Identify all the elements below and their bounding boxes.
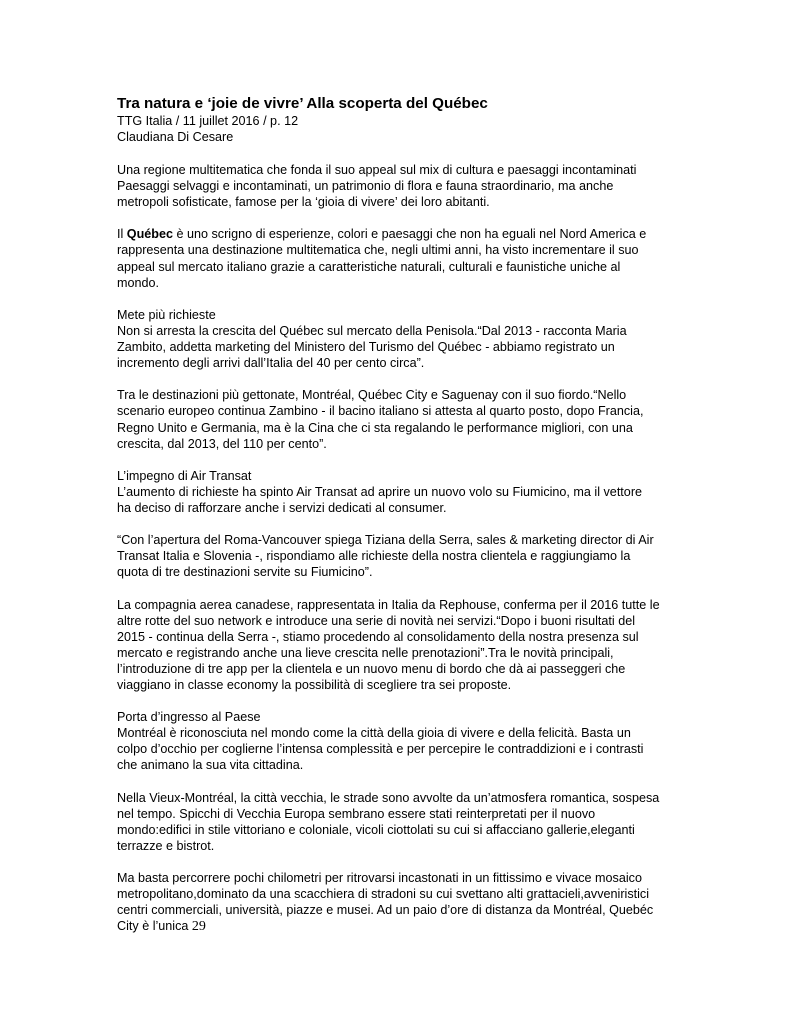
text-line: mondo:edifici in stile vittoriano e coloniale, vicoli ciottolati su cui si affacciano gallerie,eleganti [117,822,635,837]
text-line: Ma basta percorrere pochi chilometri per ritrovarsi incastonati in un fittissimo e vivace mosaico [117,871,642,886]
text-line: l’introduzione di tre app per la clientela e un nuovo menu di bordo che dà ai passeggeri che [117,661,626,676]
text-line: centri commerciali, università, piazze e musei. Ad un paio d’ore di distanza da Montréal, Quebéc [117,903,654,918]
text-line: Transat Italia e Slovenia -, rispondiamo alle richieste della nostra clientela e raggiungiamo la [117,549,631,564]
text-line: Montréal è riconosciuta nel mondo come la città della gioia di vivere e della felicità. Basta un [117,726,631,741]
text-line: scenario europeo continua Zambino - il bacino italiano si attesta al quarto posto, dopo Francia, [117,404,644,419]
paragraph-destinazioni [117,387,677,451]
paragraph-mete [117,307,677,371]
text-line: 2015 - continua della Serra -, stiamo procedendo al consolidamento della nostra presenza sul [117,629,639,644]
paragraph-mosaico [117,870,677,935]
text-line: colpo d’occhio per coglierne l’intensa complessità e per percepire le contraddizioni e i contrasti [117,742,644,757]
text-line: che animano la sua vita cittadina. [117,758,304,773]
text-line: ha deciso di rafforzare anche i servizi dedicati al consumer. [117,500,447,515]
text-line: Non si arresta la crescita del Québec sul mercato della Penisola.“Dal 2013 - racconta Maria [117,323,627,338]
bold-term: Québec [126,227,173,242]
text-line: Tra le destinazioni più gettonate, Montréal, Québec City e Saguenay con il suo fiordo.“Nello [117,388,627,403]
article-source: TTG Italia / 11 juillet 2016 / p. 12 [117,114,299,128]
text-line: Una regione multitematica che fonda il suo appeal sul mix di cultura e paesaggi incontaminati [117,163,637,177]
text-line: mercato e registrando anche una lieve crescita nelle prenotazioni”.Tra le novità principali, [117,645,614,660]
paragraph-porta [117,709,677,773]
text-line: viaggiano in classe economy la possibilità di scegliere tra sei proposte. [117,678,512,692]
article-title: Tra natura e ‘joie de vivre’ Alla scoperta del Québec [117,95,488,112]
paragraph-quote-serra [117,532,677,580]
text-fragment: è uno scrigno di esperienze, colori e paesaggi che non ha eguali nel Nord America e [173,227,647,242]
paragraph-intro [117,162,677,210]
paragraph-compagnia [117,597,677,694]
text-line: incremento degli arrivi dall’Italia del 40 per cento circa”. [117,356,425,371]
text-fragment: Il [117,227,127,242]
text-line: mondo. [117,275,160,290]
section-heading: Mete più richieste [117,307,216,322]
text-line: quota di tre destinazioni servite su Fiumicino”. [117,565,373,580]
page-number: 29 [191,919,206,935]
text-line: nel tempo. Spicchi di Vecchia Europa sembrano essere stati reinterpretati per il nuovo [117,806,596,821]
text-line: La compagnia aerea canadese, rappresentata in Italia da Rephouse, conferma per il 2016 tutte le [117,597,660,612]
text-line: appeal sul mercato italiano grazie a caratteristiche naturali, culturali e faunistiche uniche al [117,259,621,274]
text-line [117,226,677,242]
text-line: metropoli sofisticate, famose per la ‘gioia di vivere’ dei loro abitanti. [117,195,490,210]
text-line: L’aumento di richieste ha spinto Air Transat ad aprire un nuovo volo su Fiumicino, ma il vettore [117,484,643,499]
paragraph-air-transat [117,468,677,516]
text-line: altre rotte del suo network e introduce una serie di novità nei servizi.“Dopo i buoni risultati del [117,613,636,628]
text-line: crescita, dal 2013, del 110 per cento”. [117,436,327,451]
text-line: metropolitano,dominato da una scacchiera di stradoni su cui svettano alti grattacieli,avveniristici [117,887,650,902]
text-line: terrazze e bistrot. [117,838,215,853]
article-author: Claudiana Di Cesare [117,130,234,144]
section-heading: L’impegno di Air Transat [117,468,252,483]
text-line: “Con l’apertura del Roma-Vancouver spiega Tiziana della Serra, sales & marketing director di Air [117,533,654,548]
text-line: Nella Vieux-Montréal, la città vecchia, le strade sono avvolte da un’atmosfera romantica, sospesa [117,790,660,805]
text-line: Regno Unito e Germania, ma è la Cina che ci sta regalando le performance migliori, con una [117,420,633,435]
section-heading: Porta d’ingresso al Paese [117,710,261,725]
text-line [117,918,677,935]
text-line: rappresenta una destinazione multitematica che, negli ultimi anni, ha visto incrementare il suo [117,243,639,258]
text-line: Paesaggi selvaggi e incontaminati, un patrimonio di flora e fauna straordinario, ma anche [117,179,614,194]
text-fragment: City è l’unica [117,919,192,934]
paragraph-vieux-montreal [117,790,677,854]
paragraph-quebec [117,226,677,290]
article [117,95,677,952]
text-line: Zambito, addetta marketing del Ministero del Turismo del Québec - abbiamo registrato un [117,340,615,355]
